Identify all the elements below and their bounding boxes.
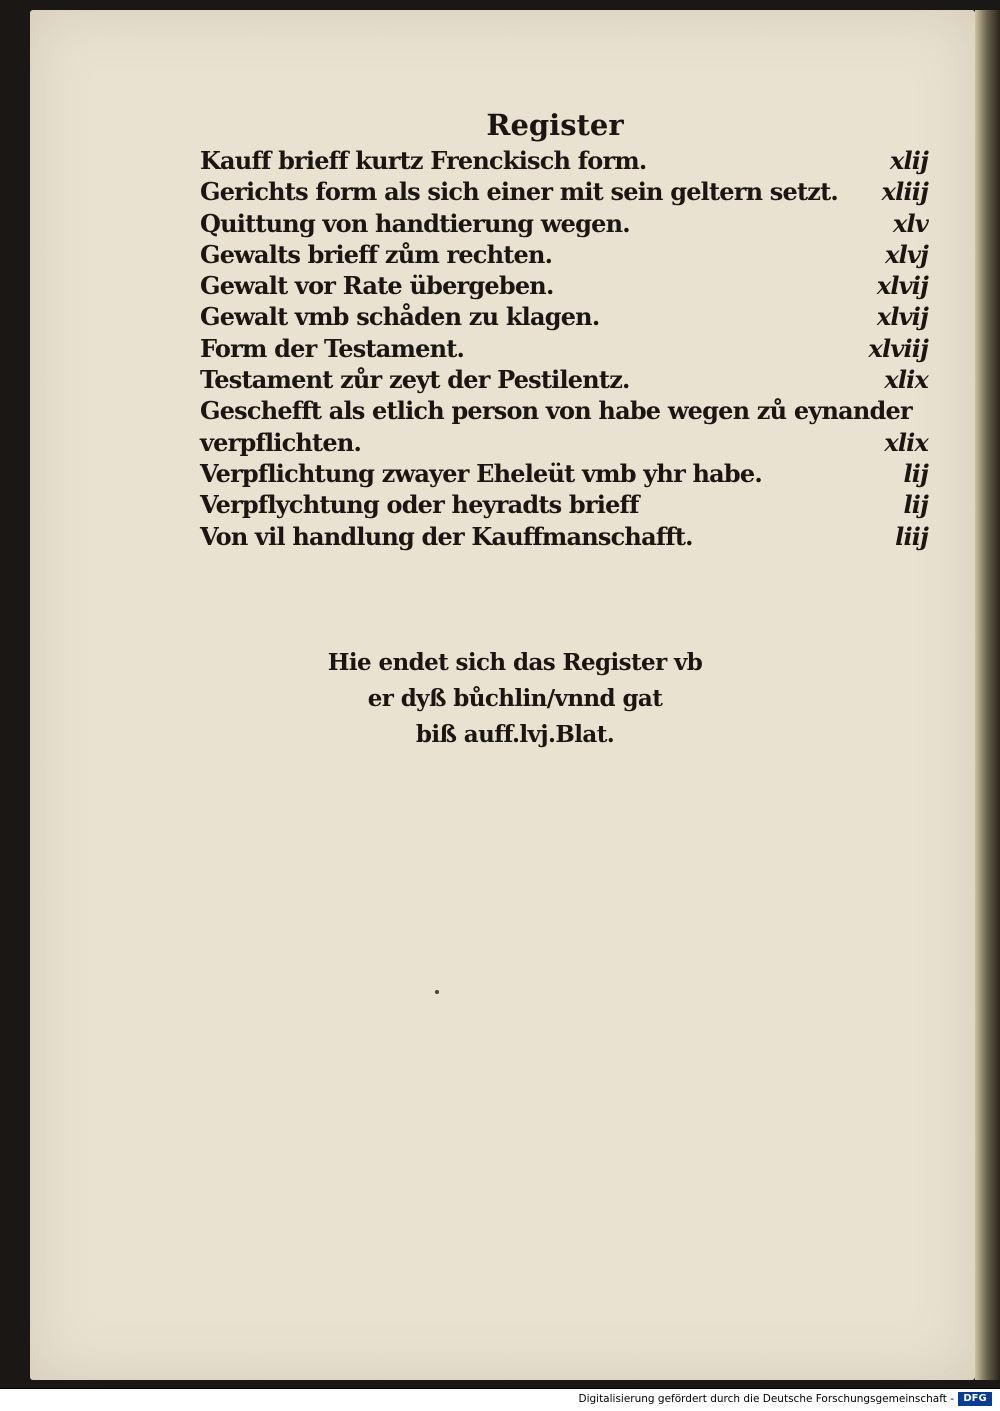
- closing-colophon: [300, 645, 730, 753]
- entry-title: verpflichten.: [200, 427, 362, 457]
- entry-title: Gerichts form als sich einer mit sein geltern setzt.: [200, 177, 838, 207]
- entry-folio: lij: [903, 490, 928, 520]
- register-heading: Register: [486, 108, 624, 142]
- entry-title: Quittung von handtierung wegen.: [200, 208, 630, 238]
- entry-folio: lij: [903, 458, 928, 488]
- register-entry: [200, 458, 928, 489]
- register-entry: [200, 301, 928, 332]
- dfg-logo: DFG: [958, 1392, 992, 1406]
- entry-folio: xlv: [893, 208, 928, 238]
- entry-title: Gewalt vor Rate übergeben.: [200, 271, 554, 301]
- entry-title: Form der Testament.: [200, 333, 465, 363]
- entry-title: Geschefft als etlich person von habe wegen zů eynander: [200, 396, 912, 426]
- register-entry: [200, 145, 928, 176]
- register-entry: [200, 333, 928, 364]
- entry-title: Verpflychtung oder heyradts brieff: [200, 490, 639, 520]
- register-entry: [200, 176, 928, 207]
- colophon-line: biß auff.lvj.Blat.: [415, 721, 615, 748]
- entry-title: Verpflichtung zwayer Eheleüt vmb yhr habe.: [200, 458, 762, 488]
- entry-folio: liij: [895, 521, 928, 551]
- register-entry: [200, 395, 928, 426]
- entry-title: Gewalt vmb schåden zu klagen.: [200, 302, 600, 332]
- entry-folio: xlviij: [868, 333, 928, 363]
- entry-folio: xlix: [884, 427, 928, 457]
- funding-credit: Digitalisierung gefördert durch die Deutsche Forschungsgemeinschaft -: [578, 1393, 954, 1405]
- register-entry: [200, 521, 928, 552]
- entry-folio: xlij: [889, 146, 928, 175]
- register-entry: [200, 489, 928, 520]
- entry-title: Testament zůr zeyt der Pestilentz.: [200, 365, 630, 395]
- register-entry: [200, 239, 928, 270]
- entry-folio: xlix: [884, 365, 928, 395]
- register-entry: [200, 270, 928, 301]
- page-edge: [975, 10, 1000, 1380]
- entry-folio: xlvij: [876, 271, 928, 301]
- colophon-line: Hie endet sich das Register vb: [327, 649, 703, 676]
- register-list: [200, 145, 928, 552]
- ink-speck: [435, 990, 439, 994]
- entry-title: Gewalts brieff zům rechten.: [200, 239, 553, 269]
- entry-title: Von vil handlung der Kauffmanschafft.: [200, 521, 693, 551]
- entry-folio: xliij: [881, 177, 928, 207]
- register-entry: [200, 427, 928, 458]
- colophon-line: er dyß bůchlin/vnnd gat: [367, 685, 663, 712]
- digitization-footer: [0, 1388, 1000, 1411]
- entry-title: Kauff brieff kurtz Frenckisch form.: [200, 146, 647, 175]
- register-entry: [200, 364, 928, 395]
- entry-folio: xlvj: [885, 239, 928, 269]
- register-entry: [200, 208, 928, 239]
- entry-folio: xlvij: [876, 302, 928, 332]
